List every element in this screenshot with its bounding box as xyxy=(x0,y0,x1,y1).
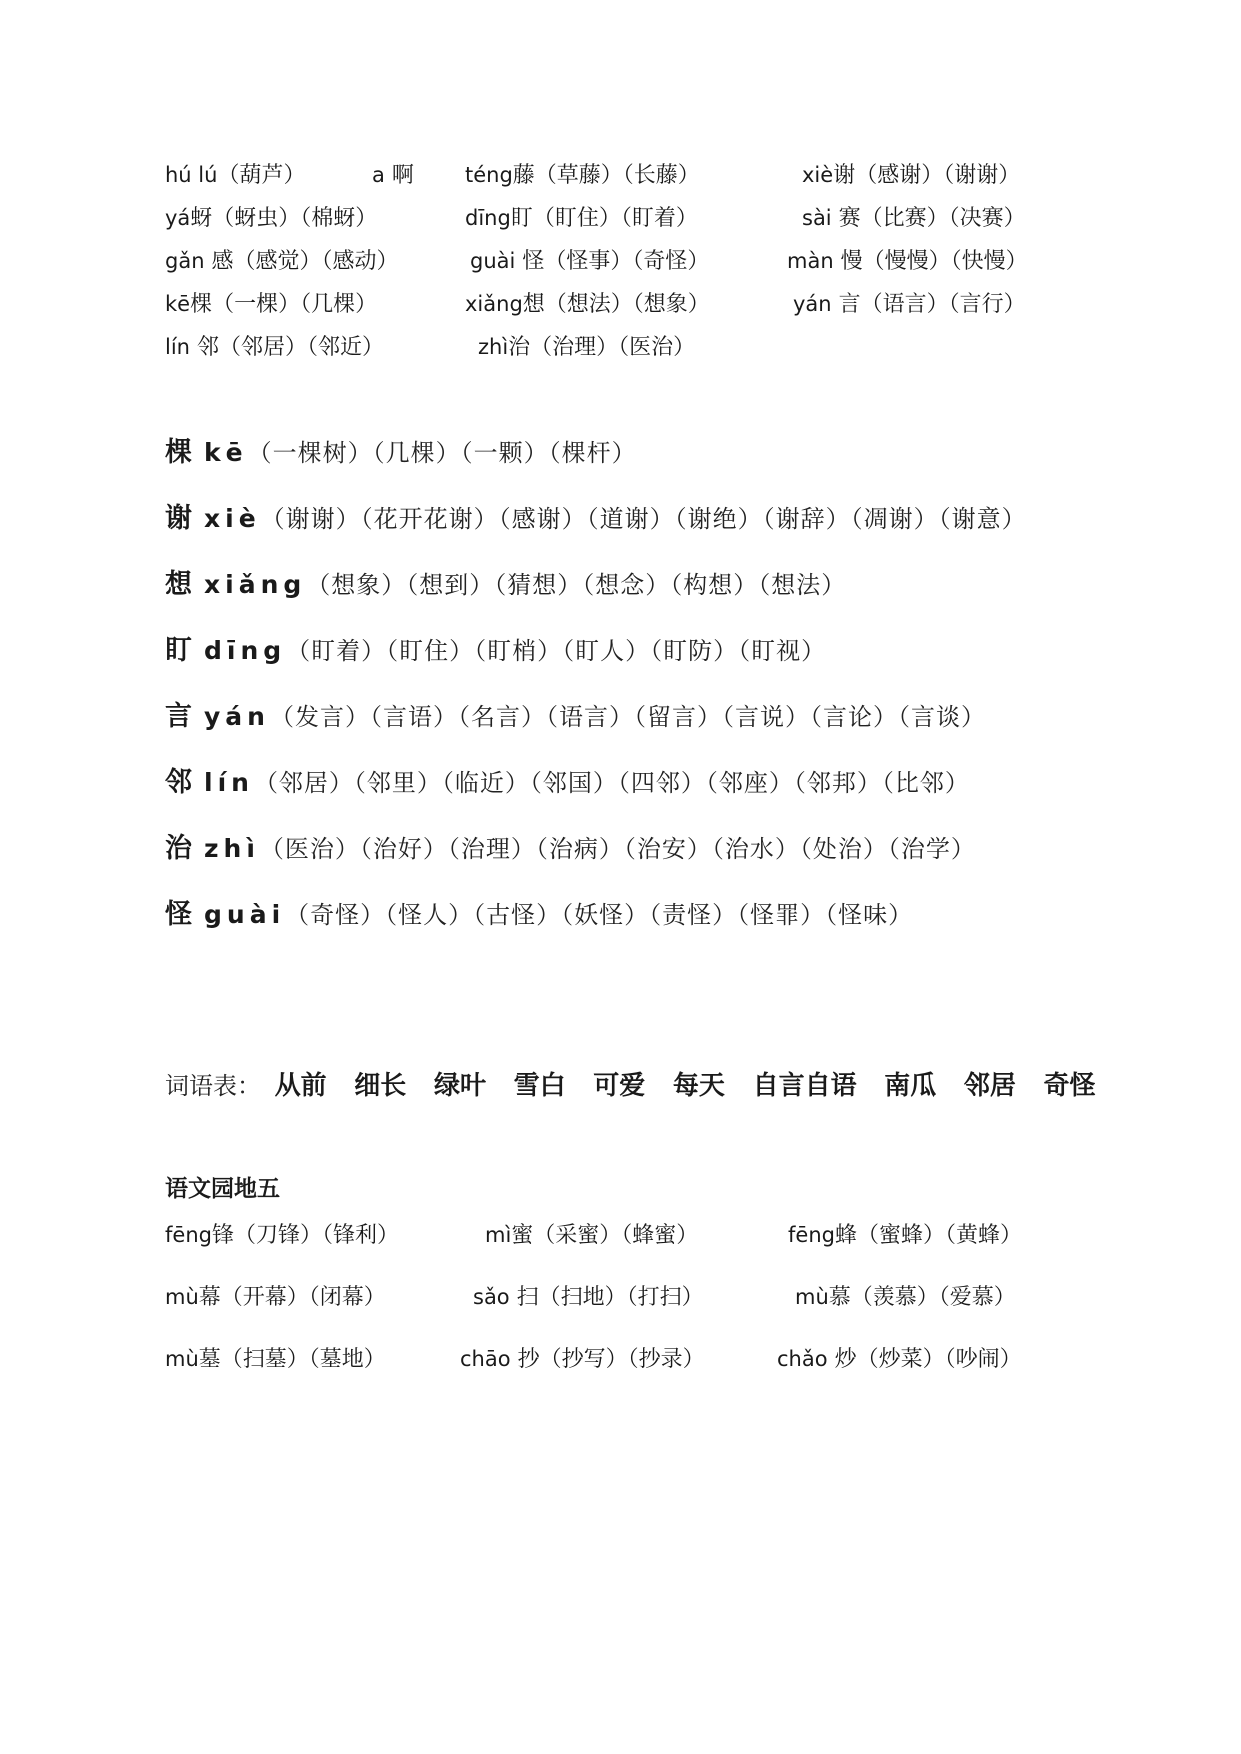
entry-words: 蚜（蚜虫）（棉蚜） xyxy=(190,206,378,231)
entry-words: 慕（羡慕）（爱慕） xyxy=(828,1285,1016,1310)
pinyin-row xyxy=(165,246,1095,289)
character-group xyxy=(165,552,1085,618)
entry-words: 慢（慢慢）（快慢） xyxy=(840,249,1028,274)
group-pinyin: zhì xyxy=(204,834,260,863)
entry-pinyin: lín xyxy=(165,335,190,359)
vocabulary-word: 邻居 xyxy=(963,1071,1016,1101)
entry-pinyin: yán xyxy=(793,292,832,316)
group-character: 谢 xyxy=(165,503,192,534)
pinyin-row xyxy=(165,1220,1085,1282)
character-group xyxy=(165,420,1085,486)
pinyin-entry xyxy=(165,160,305,191)
group-character: 言 xyxy=(165,701,192,732)
pinyin-row xyxy=(165,289,1095,332)
entry-words: （葫芦） xyxy=(217,163,306,188)
entry-words: 藤（草藤）（长藤） xyxy=(512,163,700,188)
group-words: （想象）（想到）（猜想）（想念）（构想）（想法） xyxy=(306,571,847,599)
pinyin-entry xyxy=(787,246,1028,277)
pinyin-entry xyxy=(465,289,710,320)
entry-pinyin: dīng xyxy=(465,206,511,230)
entry-pinyin: a xyxy=(372,163,385,187)
entry-words: 怪（怪事）（奇怪） xyxy=(522,249,710,274)
entry-pinyin: sǎo xyxy=(473,1285,510,1309)
entry-words: 治（治理）（医治） xyxy=(508,335,696,360)
group-character: 棵 xyxy=(165,437,192,468)
pinyin-row xyxy=(165,332,1095,375)
group-character: 盯 xyxy=(165,635,192,666)
pinyin-entry xyxy=(165,246,399,277)
entry-pinyin: hú lú xyxy=(165,163,218,187)
entry-words: 幕（开幕）（闭幕） xyxy=(198,1285,386,1310)
vocabulary-word: 从前 xyxy=(274,1071,327,1101)
entry-words: 蜜（采蜜）（蜂蜜） xyxy=(511,1223,699,1248)
entry-words: 锋（刀锋）（锋利） xyxy=(211,1223,399,1248)
character-group xyxy=(165,816,1085,882)
character-group xyxy=(165,750,1085,816)
pinyin-entry xyxy=(165,1344,386,1375)
entry-words: 谢（感谢）（谢谢） xyxy=(833,163,1021,188)
entry-words: 墓（扫墓）（墓地） xyxy=(198,1347,386,1372)
pinyin-entry xyxy=(473,1282,704,1313)
pinyin-entry xyxy=(470,246,709,277)
character-groups xyxy=(165,420,1085,948)
entry-words: 啊 xyxy=(391,163,414,188)
group-character: 治 xyxy=(165,833,192,864)
pinyin-entry xyxy=(788,1220,1022,1251)
pinyin-entry xyxy=(165,332,384,363)
vocabulary-word: 细长 xyxy=(354,1071,407,1101)
character-group xyxy=(165,882,1085,948)
entry-words: 棵（一棵）（几棵） xyxy=(190,292,378,317)
group-words: （谢谢）（花开花谢）（感谢）（道谢）（谢绝）（谢辞）（凋谢）（谢意） xyxy=(260,505,1027,533)
entry-words: 感（感觉）（感动） xyxy=(211,249,399,274)
pinyin-entry xyxy=(802,203,1026,234)
pinyin-row xyxy=(165,203,1095,246)
pinyin-grid xyxy=(165,160,1095,375)
entry-pinyin: gǎn xyxy=(165,249,205,273)
pinyin-entry xyxy=(460,1344,705,1375)
vocabulary-word: 绿叶 xyxy=(433,1071,486,1101)
group-words: （发言）（言语）（名言）（语言）（留言）（言说）（言论）（言谈） xyxy=(269,703,986,731)
pinyin-row xyxy=(165,1282,1085,1344)
group-words: （奇怪）（怪人）（古怪）（妖怪）（责怪）（怪罪）（怪味） xyxy=(285,901,914,929)
entry-words: 扫（扫地）（打扫） xyxy=(516,1285,704,1310)
garden-grid xyxy=(165,1220,1085,1406)
group-pinyin: yán xyxy=(204,702,270,731)
vocabulary-word: 南瓜 xyxy=(884,1071,937,1101)
pinyin-row xyxy=(165,1344,1085,1406)
pinyin-row xyxy=(165,160,1095,203)
entry-pinyin: kē xyxy=(165,292,191,316)
pinyin-entry xyxy=(165,1282,386,1313)
pinyin-entry xyxy=(478,332,695,363)
entry-words: 抄（抄写）（抄录） xyxy=(517,1347,705,1372)
pinyin-entry xyxy=(165,289,377,320)
group-pinyin: dīng xyxy=(204,636,287,665)
entry-pinyin: sài xyxy=(802,206,832,230)
entry-pinyin: zhì xyxy=(478,335,509,359)
group-pinyin: guài xyxy=(204,900,286,929)
vocabulary-label: 词语表： xyxy=(165,1072,261,1100)
group-character: 怪 xyxy=(165,899,192,930)
entry-pinyin: mù xyxy=(165,1285,199,1309)
pinyin-entry xyxy=(165,203,377,234)
entry-words: 邻（邻居）（邻近） xyxy=(196,335,384,360)
vocabulary-word: 奇怪 xyxy=(1043,1071,1096,1101)
entry-pinyin: mù xyxy=(795,1285,829,1309)
entry-pinyin: fēng xyxy=(788,1223,835,1247)
vocabulary-list xyxy=(165,1065,1096,1102)
character-group xyxy=(165,684,1085,750)
pinyin-entry xyxy=(793,289,1026,320)
entry-pinyin: xiǎng xyxy=(465,292,523,316)
pinyin-entry xyxy=(795,1282,1016,1313)
entry-words: 炒（炒菜）（吵闹） xyxy=(834,1347,1022,1372)
vocabulary-word: 自言自语 xyxy=(752,1071,857,1101)
vocabulary-word: 雪白 xyxy=(513,1071,566,1101)
character-group xyxy=(165,618,1085,684)
group-character: 邻 xyxy=(165,767,192,798)
pinyin-entry xyxy=(465,160,700,191)
pinyin-entry xyxy=(485,1220,698,1251)
group-words: （邻居）（邻里）（临近）（邻国）（四邻）（邻座）（邻邦）（比邻） xyxy=(253,769,970,797)
entry-pinyin: téng xyxy=(465,163,513,187)
entry-pinyin: mù xyxy=(165,1347,199,1371)
group-words: （一棵树）（几棵）（一颗）（棵杆） xyxy=(247,439,637,467)
entry-words: 想（想法）（想象） xyxy=(522,292,710,317)
group-words: （医治）（治好）（治理）（治病）（治安）（治水）（处治）（治学） xyxy=(259,835,976,863)
entry-pinyin: màn xyxy=(787,249,834,273)
section-title: 语文园地五 xyxy=(165,1176,280,1202)
vocabulary-word: 每天 xyxy=(672,1071,725,1101)
group-pinyin: lín xyxy=(204,768,254,797)
pinyin-entry xyxy=(802,160,1020,191)
entry-pinyin: guài xyxy=(470,249,516,273)
group-words: （盯着）（盯住）（盯梢）（盯人）（盯防）（盯视） xyxy=(286,637,827,665)
entry-pinyin: chāo xyxy=(460,1347,511,1371)
pinyin-entry xyxy=(465,203,698,234)
entry-words: 赛（比赛）（决赛） xyxy=(838,206,1026,231)
entry-pinyin: mì xyxy=(485,1223,512,1247)
entry-words: 言（语言）（言行） xyxy=(838,292,1026,317)
group-character: 想 xyxy=(165,569,192,600)
entry-words: 蜂（蜜蜂）（黄蜂） xyxy=(834,1223,1022,1248)
pinyin-entry xyxy=(165,1220,399,1251)
vocabulary-word: 可爱 xyxy=(593,1071,646,1101)
entry-words: 盯（盯住）（盯着） xyxy=(510,206,698,231)
pinyin-entry xyxy=(777,1344,1022,1375)
entry-pinyin: yá xyxy=(165,206,191,230)
character-group xyxy=(165,486,1085,552)
group-pinyin: kē xyxy=(204,438,248,467)
entry-pinyin: chǎo xyxy=(777,1347,828,1371)
pinyin-entry xyxy=(372,160,414,191)
group-pinyin: xiè xyxy=(204,504,261,533)
group-pinyin: xiǎng xyxy=(204,570,307,599)
entry-pinyin: xiè xyxy=(802,163,834,187)
entry-pinyin: fēng xyxy=(165,1223,212,1247)
